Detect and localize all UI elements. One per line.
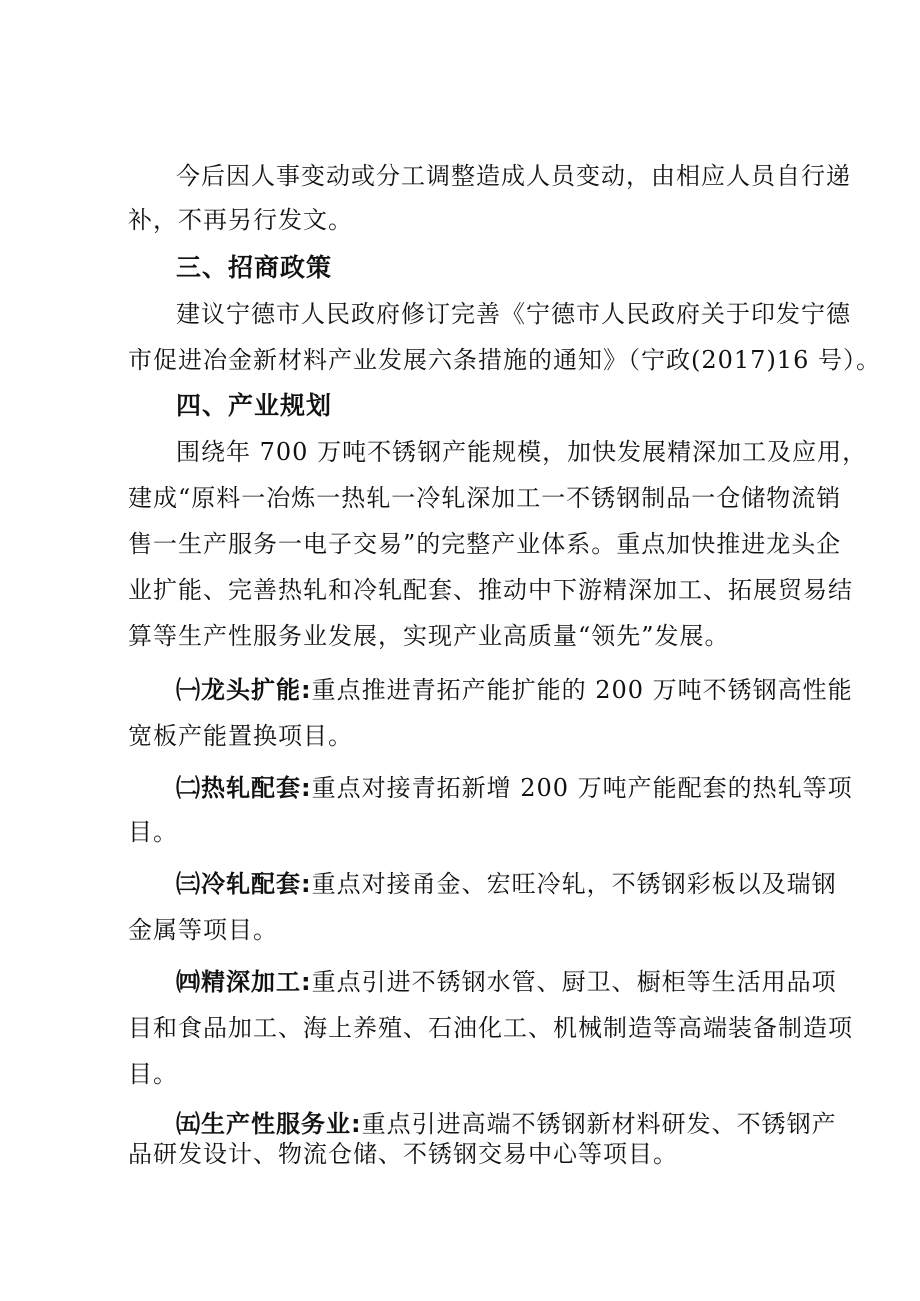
paragraph-line: 建成“原料一冶炼一热轧一冷轧深加工一不锈钢制品一仓储物流销: [128, 484, 842, 512]
list-item: [176, 672, 853, 708]
list-item-text: 重点对接青拓新增 200 万吨产能配套的热轧等项: [311, 774, 853, 802]
paragraph-line: 金属等项目。: [128, 916, 278, 944]
paragraph-line: 建议宁德市人民政府修订完善《宁德市人民政府关于印发宁德: [176, 300, 851, 328]
paragraph-line: 业扩能、完善热轧和冷轧配套、推动中下游精深加工、拓展贸易结: [128, 576, 853, 604]
list-item-text: 重点对接甬金、宏旺冷轧，不锈钢彩板以及瑞钢: [311, 870, 837, 898]
section-heading-4: 四、产业规划: [176, 391, 333, 420]
list-item-label: ㈠龙头扩能:: [176, 676, 312, 704]
list-item: [176, 866, 837, 902]
paragraph-line: 市促进冶金新材料产业发展六条措施的通知》（宁政(2017)16 号）。: [128, 346, 881, 374]
paragraph-line: 算等生产性服务业发展，实现产业高质量“领先”发展。: [128, 622, 730, 650]
paragraph-line: 补，不再另行发文。: [128, 206, 353, 234]
paragraph-line: 今后因人事变动或分工调整造成人员变动，由相应人员自行递: [176, 162, 851, 190]
list-item-text: 重点引进不锈钢水管、厨卫、橱柜等生活用品项: [311, 968, 837, 996]
list-item-label: ㈡热轧配套:: [176, 774, 312, 802]
section-heading-3: 三、招商政策: [176, 253, 333, 282]
paragraph-line: 目。: [128, 1060, 178, 1088]
list-item-text: 重点推进青拓产能扩能的 200 万吨不锈钢高性能: [311, 676, 853, 704]
paragraph-line: 品研发设计、物流仓储、不锈钢交易中心等项目。: [128, 1140, 678, 1168]
paragraph-line: 宽板产能置换项目。: [128, 722, 353, 750]
list-item: [176, 964, 837, 1000]
list-item-label: ㈣精深加工:: [176, 968, 312, 996]
paragraph-line: 目和食品加工、海上养殖、石油化工、机械制造等高端装备制造项: [128, 1014, 853, 1042]
list-item-label: ㈤生产性服务业:: [176, 1110, 362, 1138]
paragraph-line: 目。: [128, 818, 178, 846]
list-item-label: ㈢冷轧配套:: [176, 870, 312, 898]
list-item-text: 重点引进高端不锈钢新材料研发、不锈钢产: [361, 1110, 837, 1138]
paragraph-line: 围绕年 700 万吨不锈钢产能规模，加快发展精深加工及应用，: [176, 438, 868, 466]
paragraph-line: 售一生产服务一电子交易”的完整产业体系。重点加快推进龙头企: [128, 530, 842, 558]
list-item: [176, 770, 853, 806]
